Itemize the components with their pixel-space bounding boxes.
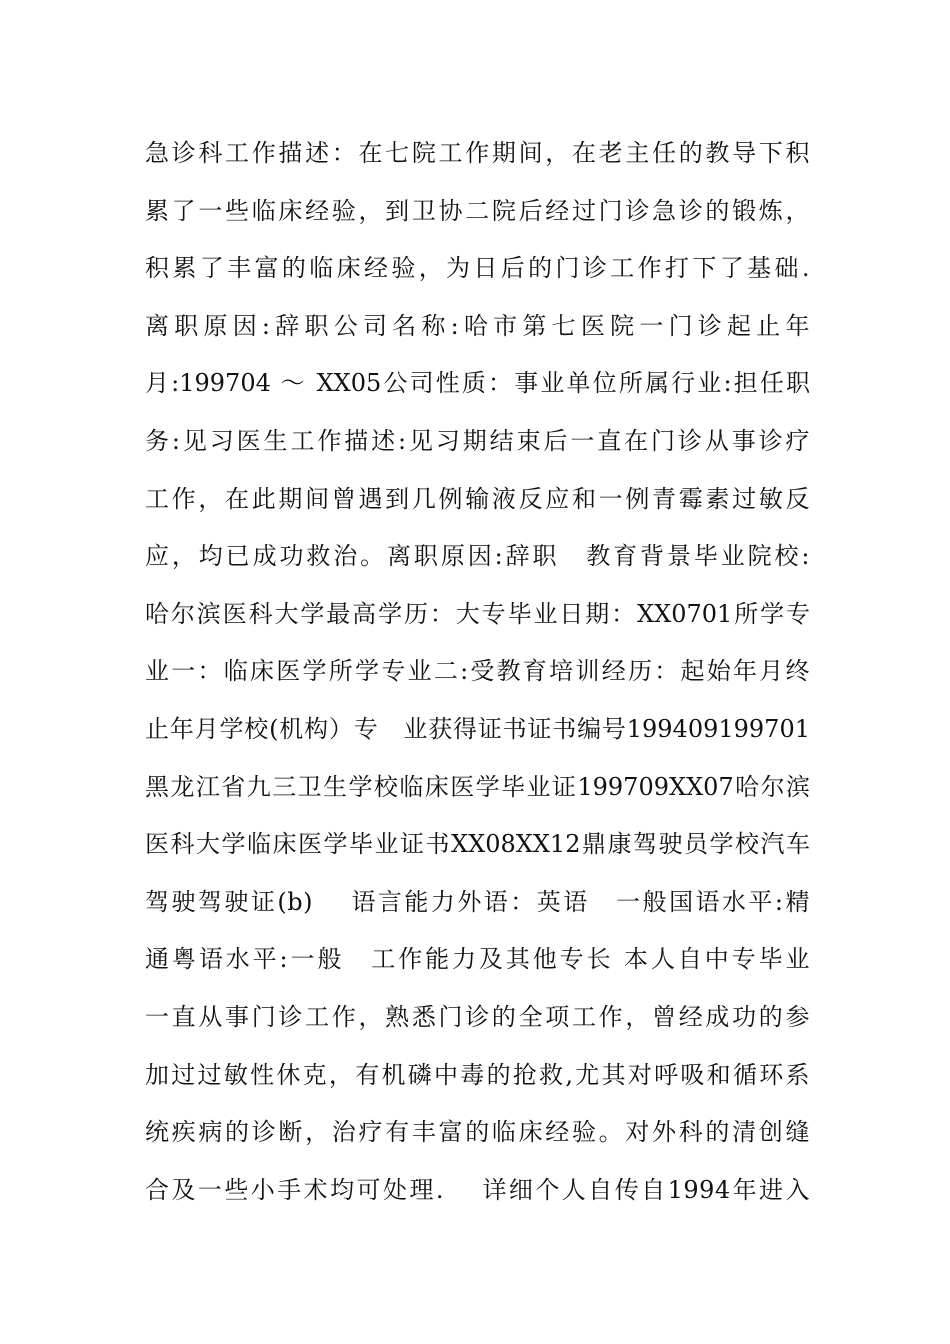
text-line: 合及一些小手术均可处理. 详细个人自传自1994年进入 (145, 1175, 810, 1204)
text-line: 务:见习医生工作描述:见习期结束后一直在门诊从事诊疗 (145, 426, 810, 455)
text-line: 急诊科工作描述：在七院工作期间，在老主任的教导下积 (145, 139, 810, 167)
text-line: 积累了丰富的临床经验，为日后的门诊工作打下了基础. (145, 254, 810, 283)
document-body (145, 132, 810, 1226)
text-line: 累了一些临床经验，到卫协二院后经过门诊急诊的锻炼， (145, 196, 810, 225)
text-line: 加过过敏性休克，有机磷中毒的抢救,尤其对呼吸和循环系 (145, 1060, 810, 1089)
text-line: 离职原因:辞职公司名称:哈市第七医院一门诊起止年 (145, 311, 810, 340)
text-line: 工作，在此期间曾遇到几例输液反应和一例青霉素过敏反 (145, 484, 810, 513)
text-line: 医科大学临床医学毕业证书XX08XX12鼎康驾驶员学校汽车 (145, 830, 810, 859)
text-line: 通粤语水平:一般 工作能力及其他专长 本人自中专毕业 (145, 945, 810, 974)
text-line: 黑龙江省九三卫生学校临床医学毕业证199709XX07哈尔滨 (145, 772, 810, 801)
text-line: 统疾病的诊断，治疗有丰富的临床经验。对外科的清创缝 (145, 1118, 810, 1147)
text-line: 一直从事门诊工作，熟悉门诊的全项工作，曾经成功的参 (145, 1002, 810, 1031)
text-line: 应，均已成功救治。离职原因:辞职 教育背景毕业院校: (145, 542, 810, 571)
text-line: 止年月学校(机构）专 业获得证书证书编号199409199701 (145, 714, 810, 743)
text-line: 月:199704 ～ XX05公司性质：事业单位所属行业:担任职 (145, 369, 810, 398)
text-line: 驾驶驾驶证(b) 语言能力外语：英语 一般国语水平:精 (145, 887, 810, 916)
text-line: 业一：临床医学所学专业二:受教育培训经历：起始年月终 (145, 657, 810, 686)
text-line: 哈尔滨医科大学最高学历：大专毕业日期：XX0701所学专 (145, 599, 810, 628)
